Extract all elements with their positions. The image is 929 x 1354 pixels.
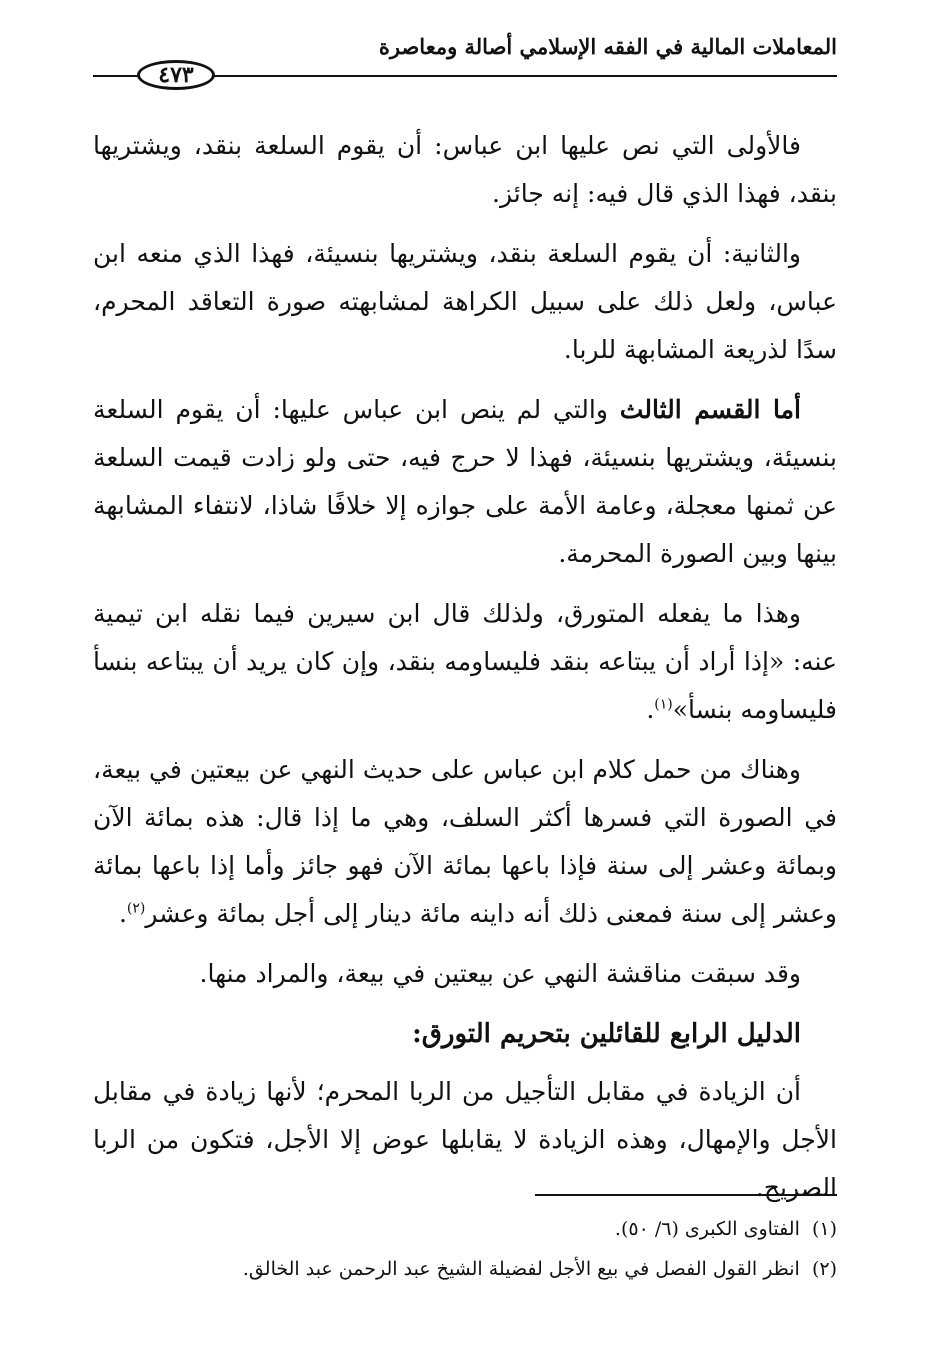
- footnote-ref-2[interactable]: (٢): [126, 900, 146, 917]
- running-title: المعاملات المالية في الفقه الإسلامي أصالة ومعاصرة: [378, 34, 837, 59]
- two-sales-text: وهناك من حمل كلام ابن عباس على حديث النهي عن بيعتين في بيعة، في الصورة التي فسرها أكثر السلف، وهي ما إذا قال: هذه بمائة الآن وبمائة وعشر إلى سنة فإذا باعها بمائة الآن فهو جائز وأما إذا باعها بمائة وعشر إلى سنة فمعنى ذلك أنه داينه مائة دينار إلى أجل بمائة وعشر: [93, 755, 837, 928]
- ibn-sirin-text: وهذا ما يفعله المتورق، ولذلك قال ابن سيرين فيما نقله ابن تيمية عنه: «إذا أراد أن يبتاعه بنقد فليساومه بنقد، وإن كان يريد أن يبتاعه بنسأ فليساومه بنسأ»: [93, 599, 837, 724]
- main-text: [93, 122, 837, 1224]
- paragraph-fourth-evidence: أن الزيادة في مقابل التأجيل من الربا المحرم؛ لأنها زيادة في مقابل الأجل والإمهال، وهذه الزيادة لا يقابلها عوض إلا الأجل، فتكون من الربا الصريح.: [93, 1077, 837, 1202]
- footnotes: [93, 1212, 837, 1292]
- two-sales-end: .: [118, 899, 127, 928]
- paragraph-ibn-sirin: [93, 590, 837, 734]
- paragraph-third-case: [93, 386, 837, 578]
- footnote-1-text: الفتاوى الكبرى (٦/ ٥٠).: [614, 1218, 800, 1240]
- ibn-sirin-end: .: [646, 695, 655, 724]
- footnote-1: [93, 1212, 837, 1246]
- footnote-2-text: انظر القول الفصل في بيع الأجل لفضيلة الشيخ عبد الرحمن عبد الخالق.: [242, 1258, 800, 1280]
- section-heading-fourth-evidence: الدليل الرابع للقائلين بتحريم التورق:: [412, 1019, 801, 1049]
- third-case-lead: أما القسم الثالث: [619, 395, 801, 424]
- page-number-oval: ٤٧٣: [137, 60, 215, 90]
- third-case-text: والتي لم ينص ابن عباس عليها: أن يقوم السلعة بنسيئة، ويشتريها بنسيئة، فهذا لا حرج فيه، حتى ولو زادت قيمت السلعة عن ثمنها معجلة، وعامة الأمة على جوازه إلا خلافًا شاذا، لانتفاء المشابهة بينها وبين الصورة المحرمة.: [93, 395, 837, 568]
- footnote-2: [93, 1252, 837, 1286]
- footnote-ref-1[interactable]: (١): [654, 696, 673, 713]
- paragraph-second-case: والثانية: أن يقوم السلعة بنقد، ويشتريها بنسيئة، فهذا الذي منعه ابن عباس، ولعل ذلك على سبيل الكراهة لمشابهته صورة التعاقد المحرم، سدًا لذريعة المشابهة للربا.: [93, 239, 837, 364]
- footnote-rule: [535, 1194, 837, 1196]
- paragraph-two-sales: [93, 746, 837, 938]
- footnote-1-mark: (١): [811, 1218, 837, 1240]
- footnote-2-mark: (٢): [811, 1258, 837, 1280]
- paragraph-first-case: فالأولى التي نص عليها ابن عباس: أن يقوم السلعة بنقد، ويشتريها بنقد، فهذا الذي قال فيه: إنه جائز.: [93, 131, 837, 208]
- paragraph-discussion-note: وقد سبقت مناقشة النهي عن بيعتين في بيعة، والمراد منها.: [199, 959, 801, 988]
